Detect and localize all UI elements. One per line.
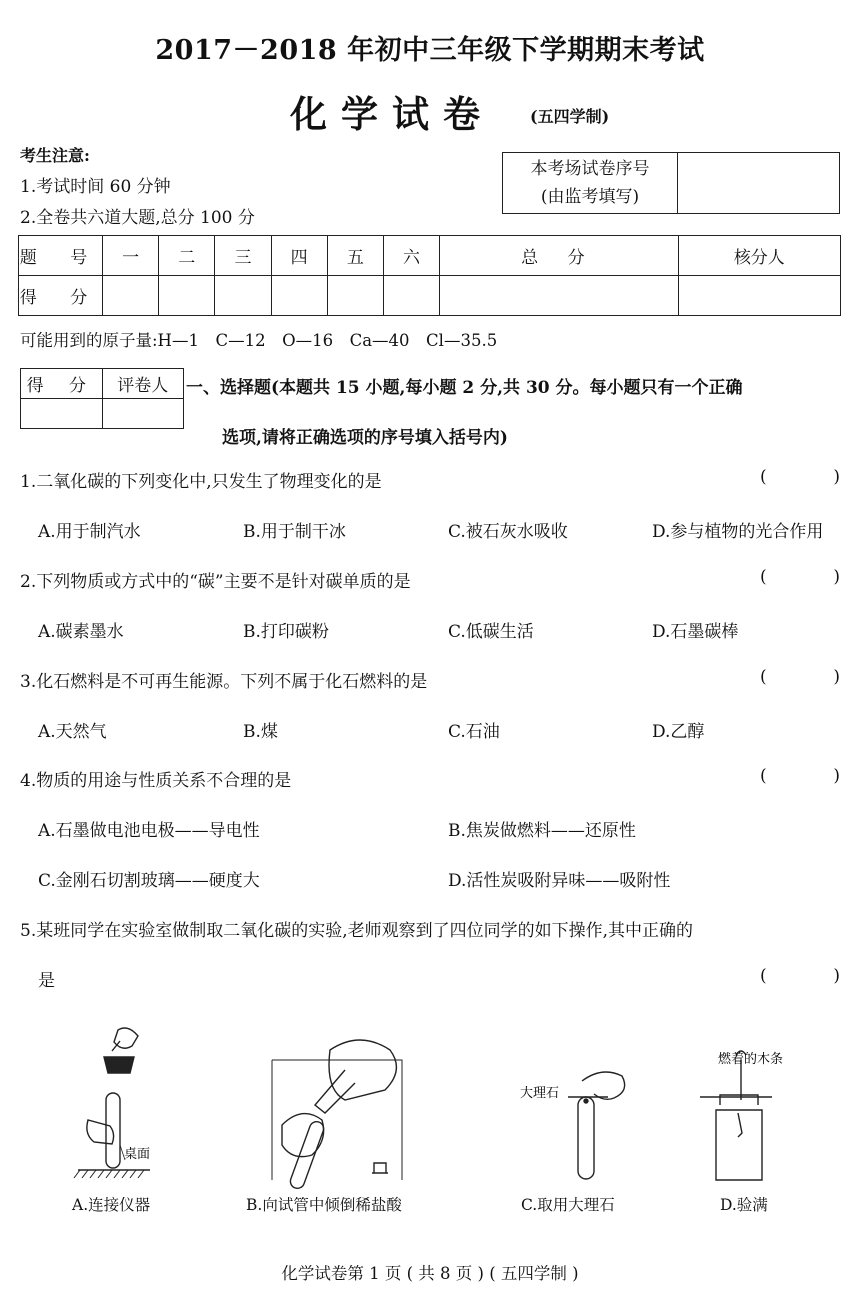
paren-open: ( [760,467,767,487]
score-header-cell: 题 号 [19,236,103,276]
option: B.焦炭做燃料——还原性 [448,821,636,841]
option: A.碳素墨水 [38,622,124,642]
figure-caption: B.向试管中倾倒稀盐酸 [246,1196,402,1214]
score-header-cell: 一 [103,236,159,276]
score-cell[interactable] [440,276,679,316]
paren-open: ( [760,567,767,587]
figure-d-check-full [700,1051,772,1180]
score-table [18,235,841,316]
exam-title: 2017－2018 年初中三年级下学期期末考试 [155,35,705,66]
option: B.煤 [243,722,278,742]
figure-caption: C.取用大理石 [521,1196,615,1214]
figure-b-pour-acid [272,1040,402,1190]
score-table-header-row [19,236,841,276]
grader-box [20,368,184,429]
figure-caption: D.验满 [720,1196,768,1214]
option: D.乙醇 [652,722,705,742]
paren-close: ) [833,667,840,687]
answer-parentheses[interactable] [760,966,840,986]
option: D.参与植物的光合作用 [652,522,824,542]
score-header-cell: 四 [271,236,327,276]
figure-c-take-marble [568,1072,625,1179]
paren-open: ( [760,966,767,986]
paren-open: ( [760,766,767,786]
atomic-masses: 可能用到的原子量:H—1 C—12 O—16 Ca—40 Cl—35.5 [20,331,498,350]
option: A.用于制汽水 [38,522,141,542]
section-title [186,363,846,463]
score-row-label: 得 分 [19,276,103,316]
option: B.用于制干冰 [243,522,346,542]
paren-close: ) [833,467,840,487]
grader-score-label: 得 分 [21,369,103,399]
option: D.活性炭吸附异味——吸附性 [448,871,671,891]
answer-parentheses[interactable] [760,766,840,786]
score-cell[interactable] [383,276,439,316]
option: B.打印碳粉 [243,622,329,642]
score-cell[interactable] [159,276,215,316]
option: C.低碳生活 [448,622,534,642]
score-cell[interactable] [678,276,840,316]
grader-score-field[interactable] [21,399,103,429]
score-header-cell: 六 [383,236,439,276]
score-header-cell: 二 [159,236,215,276]
grader-name-label: 评卷人 [102,369,183,399]
score-header-cell: 五 [327,236,383,276]
grader-name-field[interactable] [102,399,183,429]
paren-close: ) [833,766,840,786]
option: A.天然气 [38,722,107,742]
score-cell[interactable] [103,276,159,316]
seat-box-label: 本考场试卷序号 [530,159,650,179]
page-footer: 化学试卷第 1 页 ( 共 8 页 ) ( 五四学制 ) [281,1264,579,1283]
notice-heading: 考生注意: [20,146,90,165]
notice-item: 2.全卷共六道大题,总分 100 分 [20,208,255,228]
section-title-line1: 一、选择题(本题共 15 小题,每小题 2 分,共 30 分。每小题只有一个正确 [186,378,743,398]
experiment-figures [0,1015,860,1190]
option: A.石墨做电池电极——导电性 [38,821,260,841]
question-stem: 1.二氧化碳的下列变化中,只发生了物理变化的是 [20,472,382,492]
score-header-cell: 三 [215,236,271,276]
option: C.石油 [448,722,500,742]
school-system: (五四学制) [530,107,610,126]
question-stem: 3.化石燃料是不可再生能源。下列不属于化石燃料的是 [20,672,428,692]
notice-item: 1.考试时间 60 分钟 [20,177,171,197]
option: C.金刚石切割玻璃——硬度大 [38,871,260,891]
figure-caption: A.连接仪器 [72,1196,151,1214]
score-table-score-row [19,276,841,316]
score-cell[interactable] [215,276,271,316]
answer-parentheses[interactable] [760,567,840,587]
subject-title: 化学试卷 [290,92,494,136]
score-header-cell: 总 分 [440,236,679,276]
seat-number-box [502,152,840,214]
paren-open: ( [760,667,767,687]
score-header-cell: 核分人 [678,236,840,276]
section-title-line2: 选项,请将正确选项的序号填入括号内) [222,428,508,448]
question-stem-continued: 是 [38,971,55,991]
burning-stick-label: 燃着的木条 [718,1052,784,1067]
question-stem: 2.下列物质或方式中的“碳”主要不是针对碳单质的是 [20,572,411,592]
seat-number-field[interactable] [678,153,839,213]
paren-close: ) [833,966,840,986]
answer-parentheses[interactable] [760,467,840,487]
desk-label: 桌面 [124,1147,151,1162]
answer-parentheses[interactable] [760,667,840,687]
score-cell[interactable] [327,276,383,316]
question-stem: 5.某班同学在实验室做制取二氧化碳的实验,老师观察到了四位同学的如下操作,其中正确的 [20,921,694,941]
score-cell[interactable] [271,276,327,316]
question-stem: 4.物质的用途与性质关系不合理的是 [20,771,292,791]
option: C.被石灰水吸收 [448,522,568,542]
seat-box-note: (由监考填写) [540,187,640,207]
marble-label: 大理石 [520,1086,560,1101]
option: D.石墨碳棒 [652,622,739,642]
paren-close: ) [833,567,840,587]
